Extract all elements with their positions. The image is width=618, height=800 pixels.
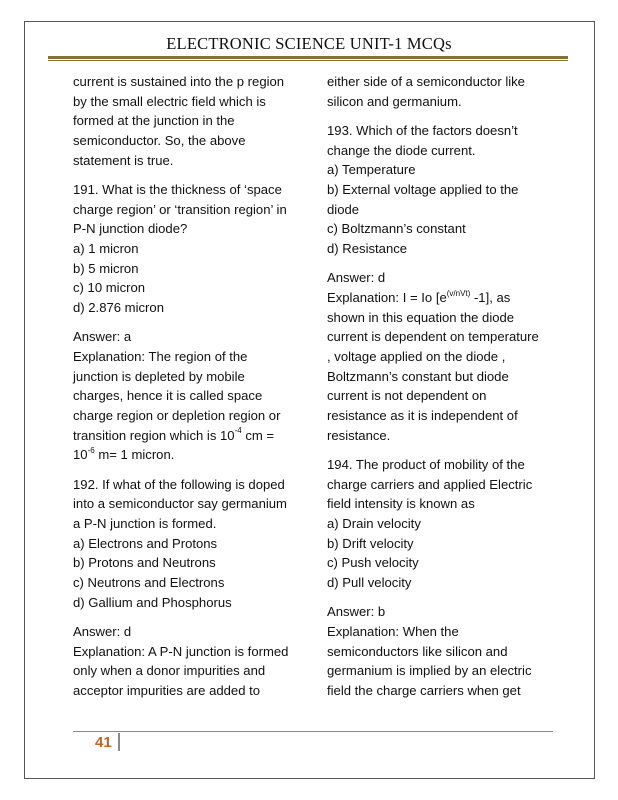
explanation-line: germanium is implied by an electric <box>327 663 532 679</box>
explanation-line: charges, hence it is called space <box>73 388 263 404</box>
option-a: a) Electrons and Protons <box>73 535 218 551</box>
explanation-line: current is not dependent on <box>327 388 487 404</box>
option-d: d) 2.876 micron <box>73 300 164 316</box>
question-text: into a semiconductor say germanium <box>73 496 287 512</box>
option-b: b) Protons and Neutrons <box>73 555 216 571</box>
question-text: charge carriers and applied Electric <box>327 476 533 492</box>
text-line: semiconductor. So, the above <box>73 133 246 149</box>
option-d: d) Gallium and Phosphorus <box>73 594 232 610</box>
formula-text: -1], as <box>470 289 511 305</box>
explanation-line: resistance as it is independent of <box>327 408 518 423</box>
explanation-line: Explanation: When the <box>327 623 459 639</box>
explanation-line: , voltage applied on the diode , <box>327 348 506 364</box>
explanation-formula-line <box>73 426 303 446</box>
question-text: 194. The product of mobility of the <box>327 456 525 472</box>
answer-192 <box>73 622 303 701</box>
explanation-line: acceptor impurities are added to <box>73 682 261 698</box>
right-column <box>327 72 552 710</box>
answer-193 <box>327 268 552 445</box>
text-line: by the small electric field which is <box>73 93 266 109</box>
question-193 <box>327 121 552 259</box>
option-b: b) External voltage applied to the <box>327 181 519 197</box>
text-line: statement is true. <box>73 152 174 168</box>
question-text: 191. What is the thickness of ‘space <box>73 181 282 197</box>
explanation-line: resistance. <box>327 427 391 443</box>
title-rule <box>48 56 568 59</box>
option-c: c) Boltzmann’s constant <box>327 221 466 237</box>
option-d: d) Pull velocity <box>327 575 412 590</box>
option-c: c) 10 micron <box>73 280 146 296</box>
answer-line: Answer: d <box>73 623 132 639</box>
question-text: a P-N junction is formed. <box>73 515 217 531</box>
option-b: b) 5 micron <box>73 260 139 276</box>
page-title: ELECTRONIC SCIENCE UNIT-1 MCQs <box>166 34 452 53</box>
paragraph <box>73 72 303 170</box>
formula-text: transition region which is 10 <box>73 427 235 443</box>
explanation-formula-line <box>73 445 303 465</box>
explanation-line: only when a donor impurities and <box>73 663 266 679</box>
footer-rule <box>73 731 553 732</box>
explanation-line: semiconductors like silicon and <box>327 643 508 659</box>
option-b: b) Drift velocity <box>327 535 414 551</box>
formula-text: Explanation: I = Io [e <box>327 289 447 305</box>
question-text: 192. If what of the following is doped <box>73 476 285 492</box>
option-a: a) Temperature <box>327 162 416 178</box>
text-line: either side of a semiconductor like <box>327 74 525 89</box>
explanation-line: field the charge carriers when get <box>327 682 521 698</box>
left-column <box>73 72 303 710</box>
explanation-line: charge region or depletion region or <box>73 408 281 423</box>
text-line: silicon and germanium. <box>327 93 462 109</box>
question-192 <box>73 475 303 613</box>
explanation-line: junction is depleted by mobile <box>73 368 245 384</box>
formula-exponent: -4 <box>234 426 242 436</box>
explanation-line: Explanation: The region of the <box>73 348 248 364</box>
explanation-line: Boltzmann’s constant but diode <box>327 368 509 384</box>
option-a: a) Drain velocity <box>327 515 421 531</box>
formula-exponent: -6 <box>87 446 95 456</box>
answer-line: Answer: a <box>73 329 132 345</box>
question-text: change the diode current. <box>327 142 476 158</box>
formula-text: cm = <box>241 427 275 443</box>
formula-text: m= 1 micron. <box>94 447 175 463</box>
option-c: c) Push velocity <box>327 555 419 571</box>
question-text: 193. Which of the factors doesn’t <box>327 122 518 138</box>
formula-exponent: (v/nVt) <box>446 288 471 298</box>
paragraph <box>327 72 552 111</box>
title-rule-thin <box>48 60 568 61</box>
question-text: field intensity is known as <box>327 496 475 512</box>
question-text: charge region’ or ‘transition region’ in <box>73 201 287 217</box>
option-a: a) 1 micron <box>73 241 139 256</box>
page-number-divider <box>118 733 120 751</box>
text-line: current is sustained into the p region <box>73 74 285 89</box>
answer-194 <box>327 602 552 700</box>
option-c: c) Neutrons and Electrons <box>73 575 225 590</box>
answer-line: Answer: d <box>327 270 386 286</box>
explanation-line: Explanation: A P-N junction is formed <box>73 643 289 659</box>
question-194 <box>327 455 552 593</box>
question-191 <box>73 180 303 318</box>
text-line: formed at the junction in the <box>73 113 235 129</box>
option-b-continued: diode <box>327 201 360 217</box>
explanation-line: shown in this equation the diode <box>327 309 515 325</box>
answer-191 <box>73 327 303 465</box>
option-d: d) Resistance <box>327 241 408 256</box>
page-number: 41 <box>95 734 112 751</box>
answer-line: Answer: b <box>327 604 386 620</box>
question-text: P-N junction diode? <box>73 221 188 237</box>
formula-text: 10 <box>73 447 88 463</box>
explanation-line: current is dependent on temperature <box>327 329 539 345</box>
explanation-formula-line <box>327 288 552 308</box>
